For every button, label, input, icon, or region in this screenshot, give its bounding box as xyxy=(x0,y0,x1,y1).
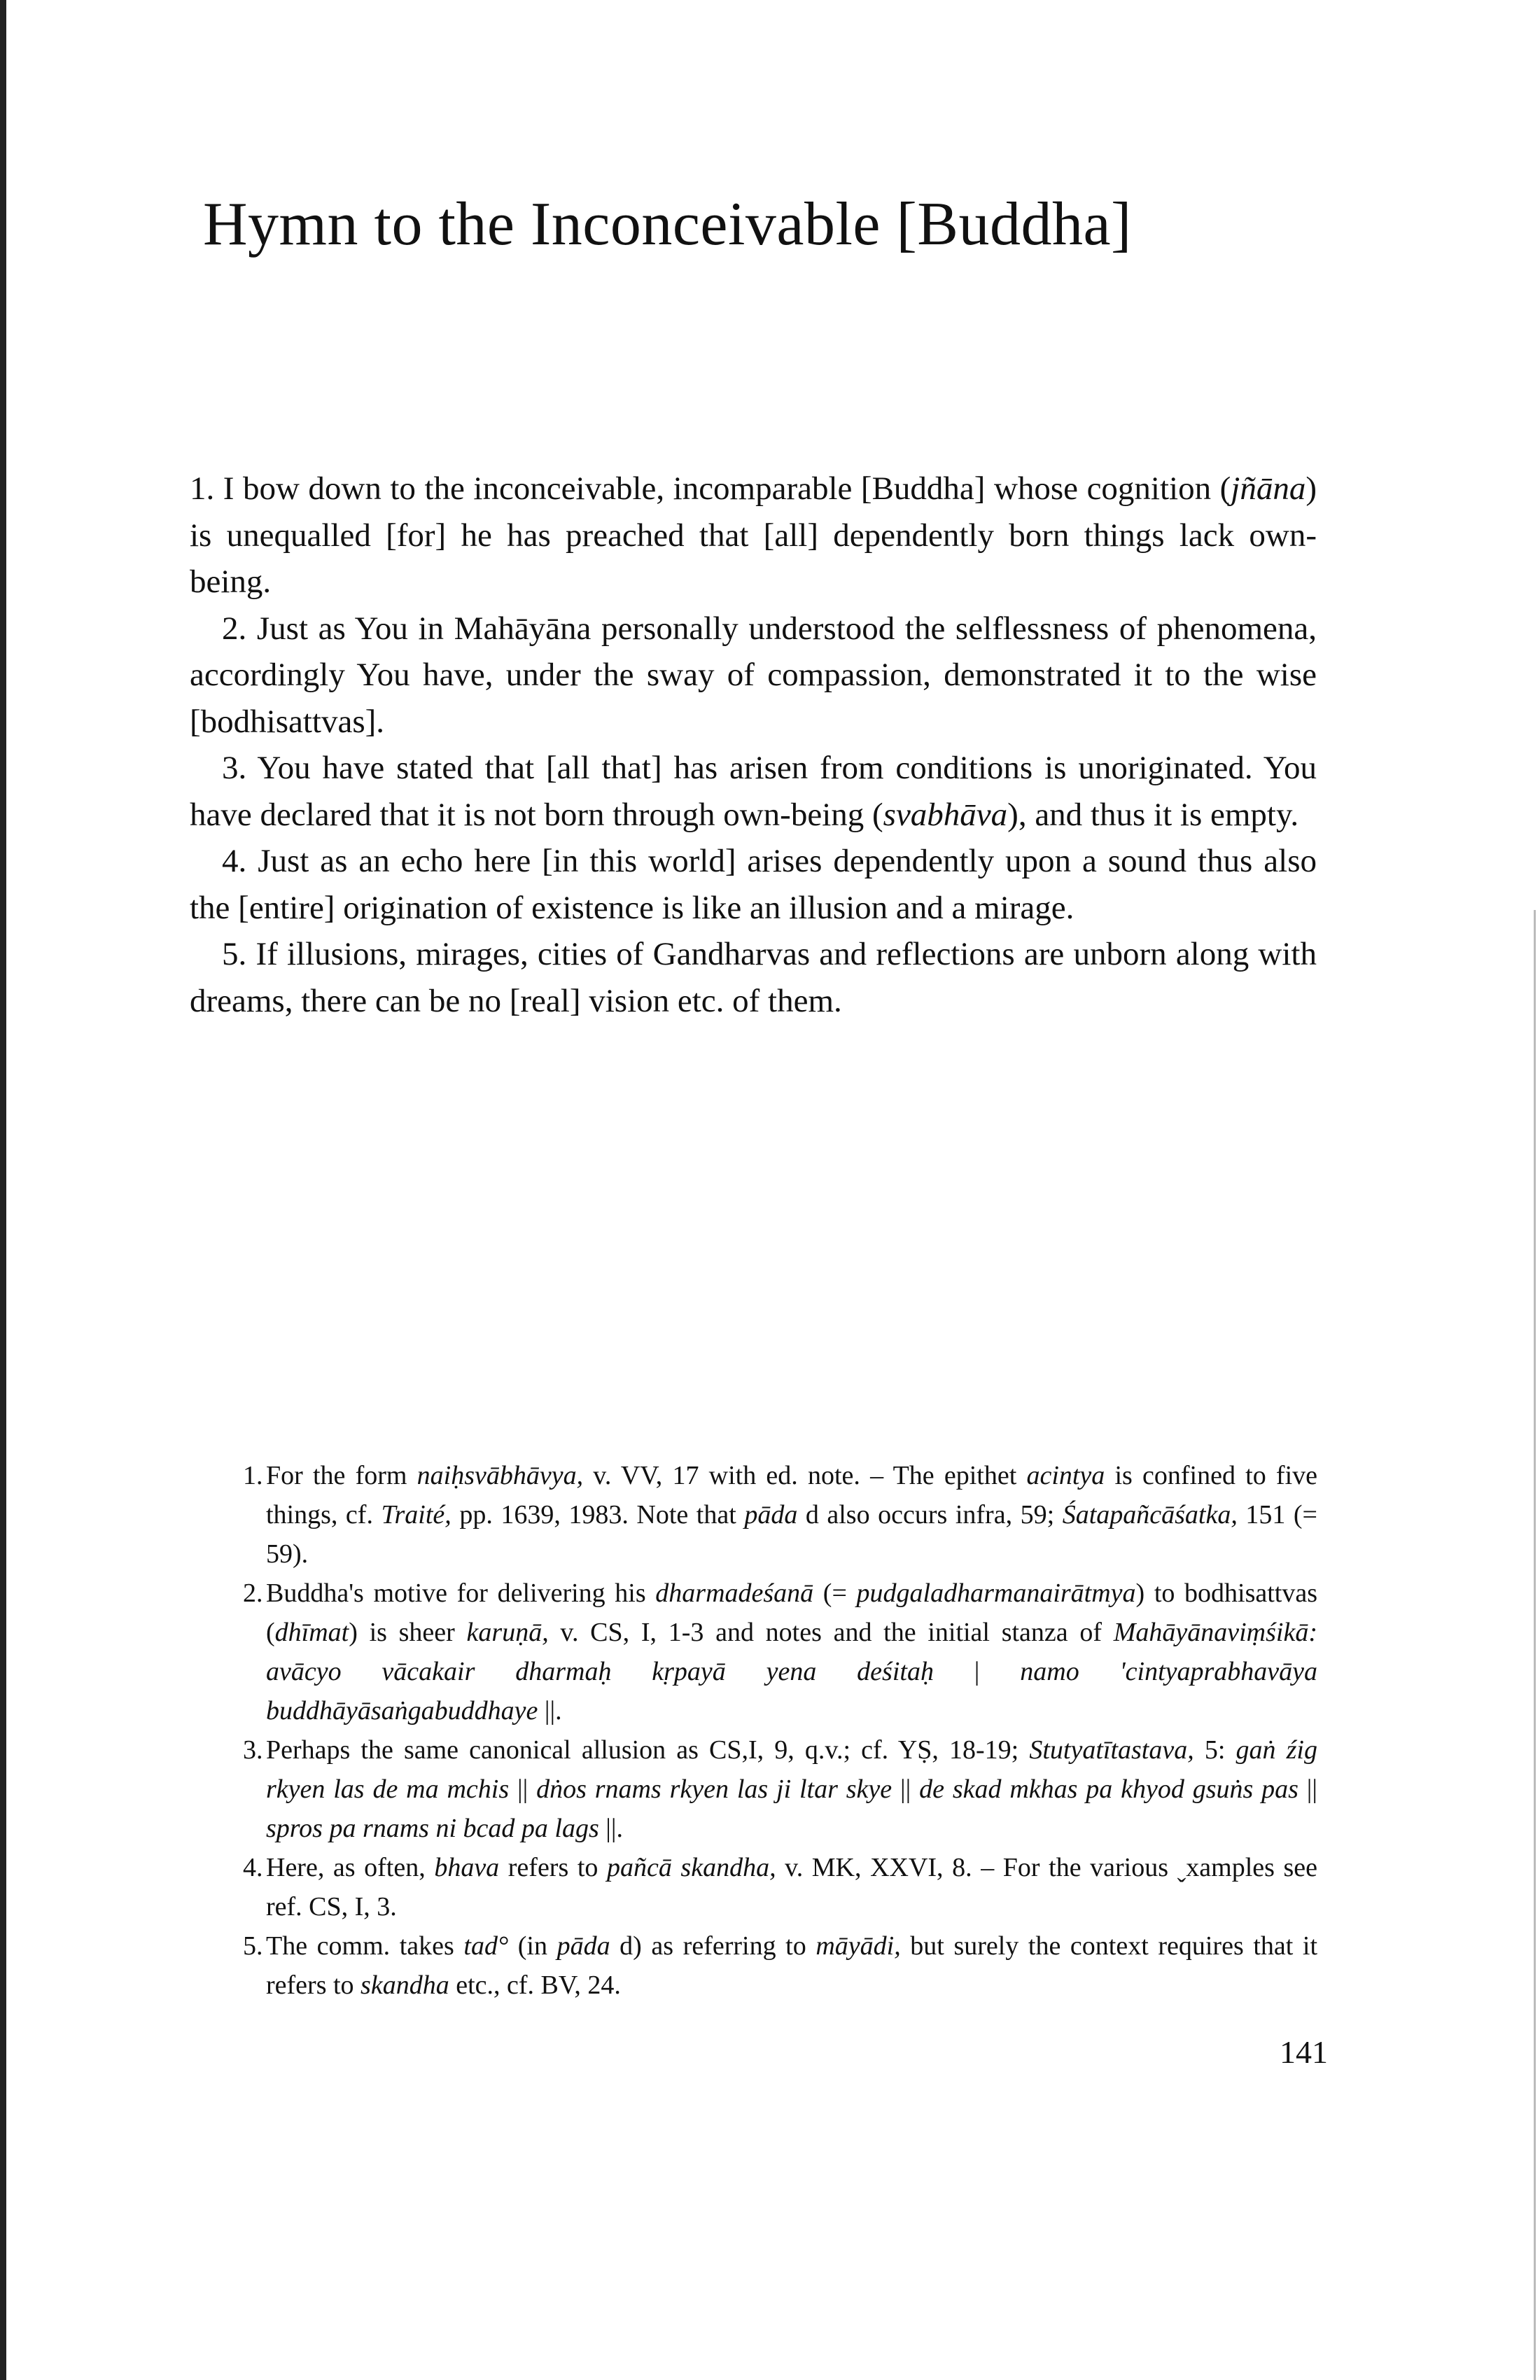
text-run: but surely the context requires that it refers to xyxy=(266,1931,1318,2000)
text-run: ||. xyxy=(598,1814,623,1843)
footnote-text xyxy=(266,1456,1317,1574)
footnote-text xyxy=(266,1848,1317,1926)
text-run: 2. Just as You in Mahāyāna personally understood the selflessness of phenomena, accordingly You have, under the sway of compassion, demonstrated it to the wise [bodhisattvas]. xyxy=(190,610,1317,740)
footnote-text xyxy=(266,1730,1317,1848)
text-run: 1. I bow down to the inconceivable, incomparable [Buddha] whose cognition ( xyxy=(190,470,1231,507)
italic-term: acintya xyxy=(1026,1461,1105,1490)
footnote-number: 5. xyxy=(243,1931,263,1961)
text-run: ) is unequalled [for] he has preached that [all] dependently born things lack own-being. xyxy=(190,470,1317,600)
verse-2 xyxy=(190,606,1317,746)
italic-term: Stutyatītastava, xyxy=(1029,1735,1194,1765)
text-run: Perhaps the same canonical allusion as CS,I, 9, q.v.; cf. YṢ, 18-19; xyxy=(266,1735,1030,1765)
text-run: | xyxy=(933,1657,1021,1686)
text-run: ) to bodhisattvas ( xyxy=(266,1578,1317,1647)
footnote-number: 4. xyxy=(243,1853,263,1882)
scan-edge xyxy=(0,0,6,2380)
footnote xyxy=(243,1574,1317,1730)
italic-term: svabhāva xyxy=(883,796,1008,833)
verse-3 xyxy=(190,745,1317,838)
verse-5 xyxy=(190,931,1317,1024)
verses xyxy=(190,465,1317,1024)
footnote xyxy=(243,1730,1317,1848)
text-run: Buddha's motive for delivering his xyxy=(266,1578,656,1608)
scan-edge-right xyxy=(1534,910,1536,2380)
italic-term: dharmadeśanā xyxy=(655,1578,814,1608)
footnote-number: 2. xyxy=(243,1578,263,1608)
footnote xyxy=(243,1848,1317,1926)
footnote xyxy=(243,1456,1317,1574)
text-run: 151 (= 59). xyxy=(266,1500,1317,1569)
text-run: 5. If illusions, mirages, cities of Gandharvas and reflections are unborn along with dreams, there can be no [real] vision etc. of them. xyxy=(190,936,1317,1019)
text-run: v. CS, I, 1-3 and notes and the initial stanza of xyxy=(548,1618,1114,1647)
text-run: Here, as often, xyxy=(266,1853,435,1882)
text-run: pp. 1639, 1983. Note that xyxy=(451,1500,745,1530)
text-run: etc., cf. BV, 24. xyxy=(449,1970,621,2000)
text-run: 5: xyxy=(1194,1735,1236,1765)
italic-term: karuṇā, xyxy=(466,1618,549,1647)
italic-term: de skad mkhas pa khyod gsuṅs pas xyxy=(919,1774,1298,1804)
italic-term: gaṅ źig rkyen las de ma mchis xyxy=(266,1735,1317,1804)
text-run: ) is sheer xyxy=(349,1618,467,1647)
text-run: (= xyxy=(813,1578,857,1608)
text-run: d) as referring to xyxy=(610,1931,816,1961)
italic-term: bhava xyxy=(434,1853,500,1882)
italic-term: jñāna xyxy=(1231,470,1306,507)
verse-4 xyxy=(190,838,1317,931)
footnote-number: 3. xyxy=(243,1735,263,1765)
text-run: (in xyxy=(508,1931,557,1961)
text-run: ||. xyxy=(538,1696,562,1726)
italic-term: māyādi, xyxy=(816,1931,901,1961)
italic-term: skandha xyxy=(360,1970,449,2000)
italic-term: dṅos rnams rkyen las ji ltar skye xyxy=(536,1774,892,1804)
text-run: v. MK, XXVI, 8. – For the various ˬxamples see ref. CS, I, 3. xyxy=(266,1853,1318,1921)
footnote-text xyxy=(266,1574,1317,1730)
footnote-number: 1. xyxy=(243,1461,263,1490)
italic-term: Śatapañcāśatka, xyxy=(1062,1500,1238,1530)
page-title: Hymn to the Inconceivable [Buddha] xyxy=(203,190,1132,258)
text-run: For the form xyxy=(266,1461,417,1490)
text-run: || xyxy=(1298,1774,1318,1804)
italic-term: pāda xyxy=(744,1500,798,1530)
text-run: ), and thus it is empty. xyxy=(1007,796,1299,833)
text-run: || xyxy=(892,1774,920,1804)
page-number: 141 xyxy=(1280,2034,1328,2070)
text-run: 3. You have stated that [all that] has arisen from conditions is unoriginated. You have declared that it is not born through own-being ( xyxy=(190,750,1317,833)
verse-1 xyxy=(190,465,1317,606)
text-run: is confined to five things, cf. xyxy=(266,1461,1317,1530)
text-run: refers to xyxy=(499,1853,607,1882)
footnote xyxy=(243,1926,1317,2005)
italic-term: Traité, xyxy=(381,1500,451,1530)
italic-term: pudgaladharmanairātmya xyxy=(856,1578,1136,1608)
text-run: v. VV, 17 with ed. note. – The epithet xyxy=(583,1461,1027,1490)
italic-term: tad° xyxy=(463,1931,509,1961)
italic-term: Mahāyānaviṃśikā: avācyo vācakair dharmaḥ kṛpayā yena deśitaḥ xyxy=(266,1618,1317,1686)
italic-term: spros pa rnams ni bcad pa lags xyxy=(266,1814,599,1843)
footnotes xyxy=(243,1456,1317,2005)
italic-term: namo 'cintyaprabhavāya buddhāyāsaṅgabuddhaye xyxy=(266,1657,1318,1726)
italic-term: naiḥsvābhāvya, xyxy=(416,1461,584,1490)
footnote-text xyxy=(266,1926,1317,2005)
italic-term: dhīmat xyxy=(274,1618,349,1647)
italic-term: pañcā skandha, xyxy=(606,1853,776,1882)
text-run: The comm. takes xyxy=(266,1931,464,1961)
text-run: || xyxy=(509,1774,537,1804)
text-run: 4. Just as an echo here [in this world] arises dependently upon a sound thus also the [entire] origination of existence is like an illusion and a mirage. xyxy=(190,843,1317,926)
text-run: d also occurs infra, 59; xyxy=(797,1500,1063,1530)
italic-term: pāda xyxy=(556,1931,610,1961)
